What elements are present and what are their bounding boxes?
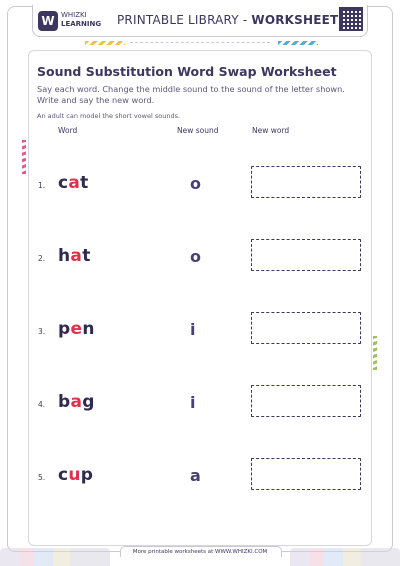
new-word-answer-box[interactable] — [251, 166, 361, 198]
qr-code-icon — [339, 7, 363, 31]
row-number: 2. — [38, 254, 46, 263]
new-sound-letter: i — [190, 320, 196, 339]
worksheet-note: An adult can model the short vowel sounds. — [37, 112, 181, 120]
word-middle-sound: a — [70, 392, 83, 412]
word-start: c — [58, 173, 69, 193]
row-word — [58, 465, 93, 485]
column-header-new-word: New word — [252, 126, 290, 135]
worksheet-row — [0, 458, 400, 498]
word-start: p — [58, 319, 71, 339]
worksheet-row — [0, 239, 400, 279]
new-word-answer-box[interactable] — [251, 239, 361, 271]
word-end: n — [82, 319, 95, 339]
row-number: 1. — [38, 181, 46, 190]
word-end: p — [80, 465, 94, 485]
row-word — [58, 319, 95, 339]
header-title-prefix: PRINTABLE LIBRARY - — [117, 13, 252, 27]
row-word — [58, 392, 95, 412]
new-sound-letter: i — [190, 393, 196, 412]
new-word-answer-box[interactable] — [251, 312, 361, 344]
blue-stripe-decoration — [278, 41, 318, 45]
row-number: 5. — [38, 473, 46, 482]
brand-line1: WHIZKI — [61, 11, 87, 19]
worksheet-row — [0, 312, 400, 352]
yellow-stripe-decoration — [85, 41, 125, 45]
header-title — [117, 13, 338, 27]
header-title-bold: WORKSHEET — [251, 13, 339, 27]
word-start: c — [58, 465, 69, 485]
new-sound-letter: a — [190, 466, 201, 485]
worksheet-row — [0, 385, 400, 425]
new-word-answer-box[interactable] — [251, 385, 361, 417]
brand-line2: LEARNING — [61, 20, 102, 28]
new-sound-letter: o — [190, 174, 201, 193]
row-number: 4. — [38, 400, 46, 409]
column-header-word: Word — [58, 126, 78, 135]
worksheet-title: Sound Substitution Word Swap Worksheet — [37, 64, 337, 79]
word-start: h — [58, 246, 71, 266]
row-number: 3. — [38, 327, 46, 336]
worksheet-row — [0, 166, 400, 206]
column-header-new-sound: New sound — [177, 126, 219, 135]
word-end: t — [82, 246, 91, 266]
word-start: b — [58, 392, 71, 412]
whizki-logo: W — [38, 11, 58, 31]
new-word-answer-box[interactable] — [251, 458, 361, 490]
row-word — [58, 173, 89, 193]
word-end: t — [80, 173, 89, 193]
word-middle-sound: e — [70, 319, 83, 339]
word-middle-sound: a — [68, 173, 81, 193]
word-middle-sound: u — [68, 465, 81, 485]
dashed-divider — [130, 42, 270, 43]
new-sound-letter: o — [190, 247, 201, 266]
footer-link-text[interactable]: More printable worksheets at WWW.WHIZKI.COM — [132, 549, 268, 555]
word-middle-sound: a — [70, 246, 83, 266]
worksheet-instructions: Say each word. Change the middle sound to the sound of the letter shown. Write and say the new word. — [37, 84, 345, 105]
brand-name — [61, 11, 101, 29]
word-end: g — [82, 392, 95, 412]
row-word — [58, 246, 91, 266]
